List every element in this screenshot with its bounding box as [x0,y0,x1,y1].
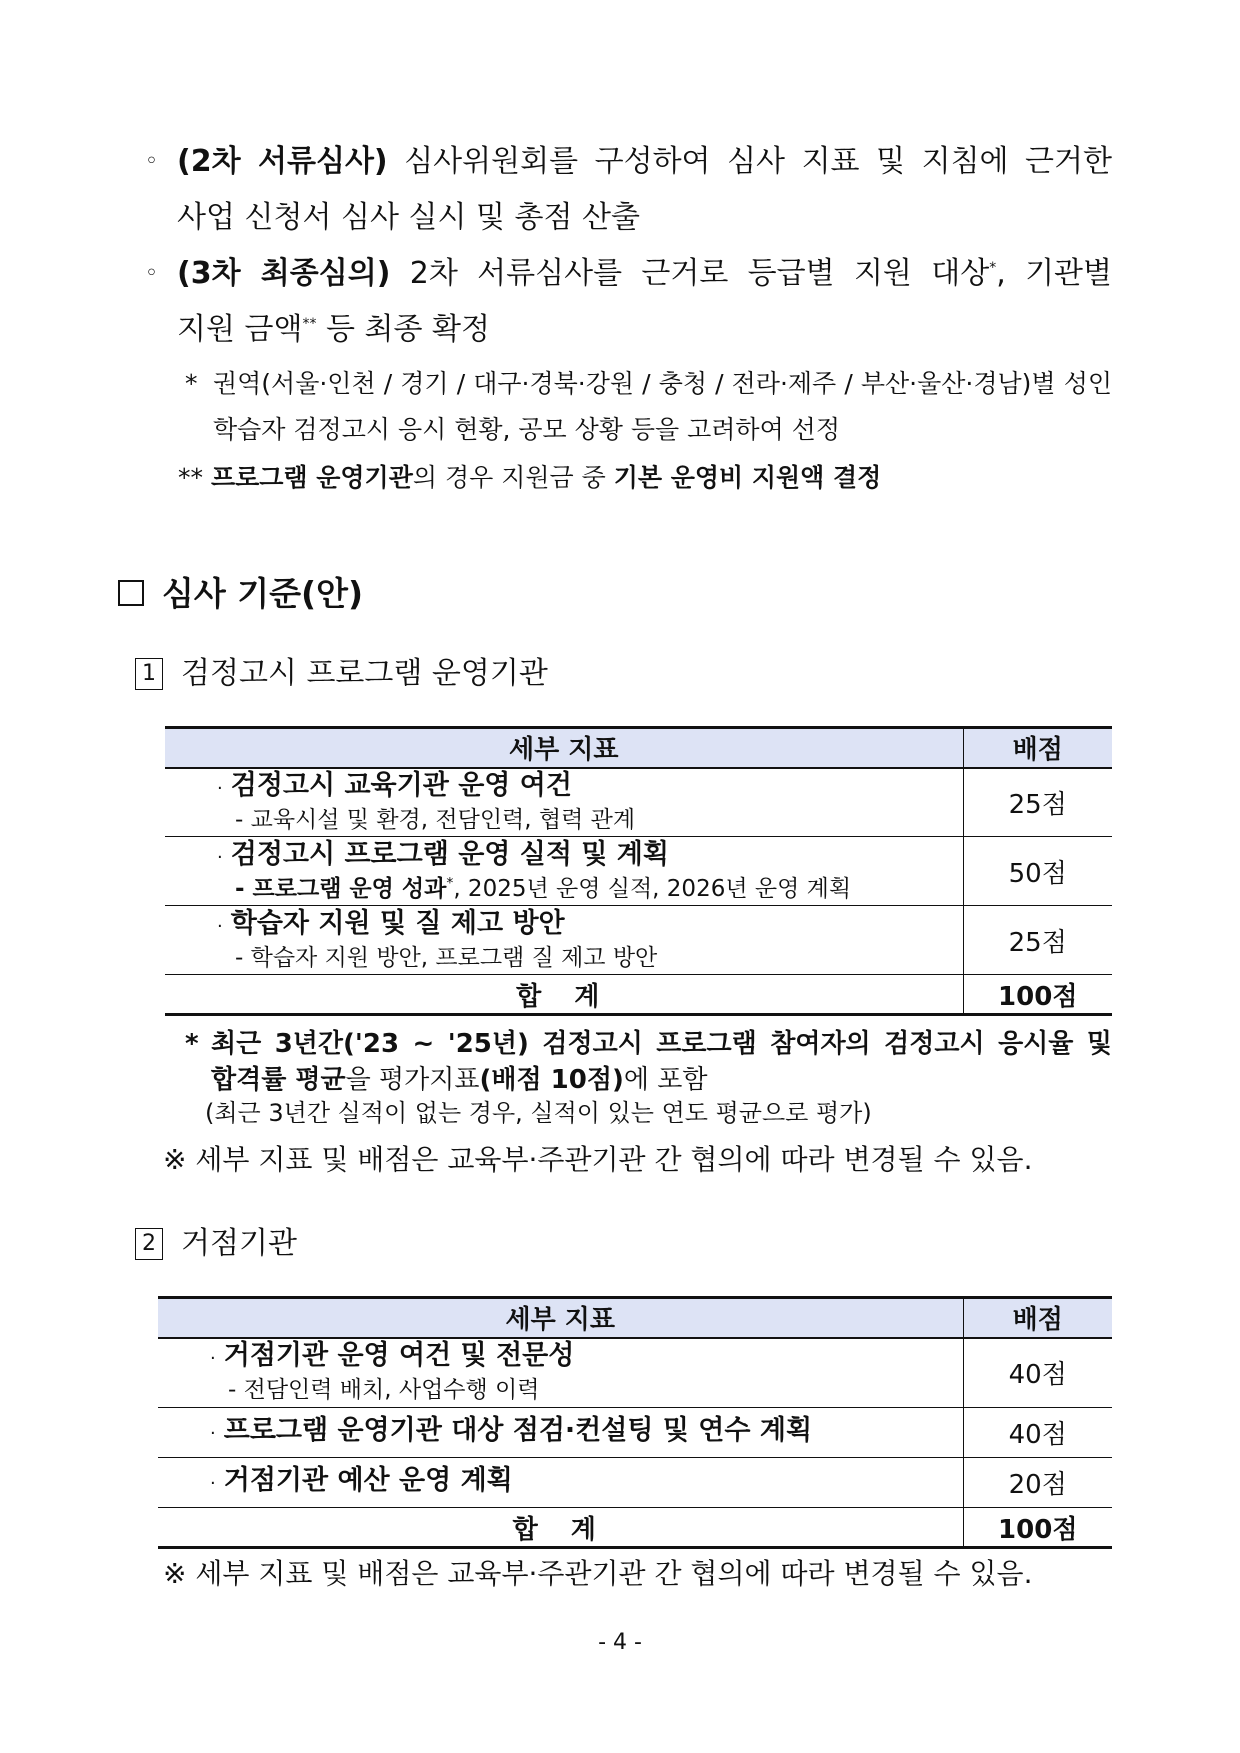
indicator-sub: - 교육시설 및 환경, 전담인력, 협력 관계 [235,806,636,833]
note-tail: 에 포함 [623,1065,708,1095]
table1-title [135,654,548,694]
indicator-cell [158,1458,963,1508]
step2-line2: 사업 신청서 심사 실시 및 총점 산출 [177,200,640,235]
total-label: 합 계 [158,1508,963,1548]
criteria-table-2 [158,1296,1112,1549]
indicator-main-text: 검정고시 교육기관 운영 여건 [230,769,572,801]
note-bold1: 합격률 평균 [211,1065,346,1095]
table-row [158,1408,1112,1458]
table-row [158,1458,1112,1508]
table-total-row [165,975,1112,1015]
step2-line1-text: 심사위원회를 구성하여 심사 지표 및 지침에 근거한 [387,144,1113,179]
table-row [165,837,1112,906]
score-cell: 40점 [963,1338,1112,1408]
indicator-main: · 거점기관 운영 여건 및 전문성 [210,1340,575,1372]
section-title-text: 심사 기준(안) [162,574,364,613]
table-header-row [158,1298,1112,1338]
indicator-main: · 프로그램 운영기관 대상 점검·컨설팅 및 연수 계획 [210,1415,813,1446]
indicator-sub: - 학습자 지원 방안, 프로그램 질 제고 방안 [235,944,658,971]
table1-number-box: 1 [135,658,163,690]
step3-sup2: ** [302,316,317,332]
section-title [118,572,363,616]
table2-number-box: 2 [135,1228,163,1260]
note-bold2: (배점 10점) [479,1065,624,1095]
footnote2-bold1: 프로그램 운영기관 [210,463,413,492]
step3-line2 [177,310,490,350]
indicator-main: · 학습자 지원 및 질 제고 방안 [217,907,565,939]
table2-title [135,1224,297,1264]
indicator-main: · 검정고시 프로그램 운영 실적 및 계획 [217,838,669,870]
header-indicator: 세부 지표 [165,728,963,768]
total-score: 100점 [963,1508,1112,1548]
table1-remark: ※ 세부 지표 및 배점은 교육부·주관기관 간 협의에 따라 변경될 수 있음. [163,1143,1033,1176]
step2-line1 [177,142,1112,182]
step2-label: (2차 서류심사) [177,144,388,179]
footnote2 [178,461,881,495]
header-score: 배점 [963,1298,1112,1338]
square-box-icon [118,580,144,606]
indicator-main-text: 거점기관 예산 운영 계획 [223,1465,513,1496]
indicator-sub: - 전담인력 배치, 사업수행 이력 [228,1377,540,1404]
indicator-main-text: 프로그램 운영기관 대상 점검·컨설팅 및 연수 계획 [223,1415,813,1446]
footnote2-mid: 의 경우 지원금 중 [412,463,614,492]
header-score: 배점 [963,728,1112,768]
footnote1-line2: 학습자 검정고시 응시 현황, 공모 상황 등을 고려하여 선정 [213,415,840,444]
step3-line2-a: 지원 금액 [177,312,303,347]
table1-title-text: 검정고시 프로그램 운영기관 [181,656,548,691]
step3-line2-b: 등 최종 확정 [316,312,490,347]
step3-label: (3차 최종심의) [177,256,391,291]
table-total-row [158,1508,1112,1548]
footnote2-mark: ** [178,463,203,492]
indicator-sub [165,874,963,904]
step3-sup1: * [989,260,997,276]
footnote2-bold2: 기본 운영비 지원액 결정 [613,463,882,492]
table-row [165,768,1112,837]
indicator-main-text: 학습자 지원 및 질 제고 방안 [230,907,565,939]
table1-note-line3: (최근 3년간 실적이 없는 경우, 실적이 있는 연도 평균으로 평가) [205,1099,872,1127]
table1-note-line2 [211,1063,707,1097]
page-number: - 4 - [598,1630,642,1655]
indicator-sub-bold: - 프로그램 운영 성과 [235,875,447,902]
score-cell: 40점 [963,1408,1112,1458]
table2-remark: ※ 세부 지표 및 배점은 교육부·주관기관 간 협의에 따라 변경될 수 있음. [163,1557,1033,1590]
bullet-step2: ◦ [145,149,158,174]
criteria-table-1 [165,726,1112,1016]
indicator-cell [165,768,963,837]
step3-line1-tail: , 기관별 [996,256,1113,291]
score-cell: 20점 [963,1458,1112,1508]
indicator-sub-rest: , 2025년 운영 실적, 2026년 운영 계획 [453,875,852,902]
step3-line1-text: 2차 서류심사를 근거로 등급별 지원 대상 [390,256,990,291]
indicator-cell [158,1408,963,1458]
table1-note-line1: 최근 3년간('23 ~ '25년) 검정고시 프로그램 참여자의 검정고시 응시율 및 [211,1029,1112,1059]
footnote1-line1: 권역(서울·인천 / 경기 / 대구·경북·강원 / 충청 / 전라·제주 / 부산·울산·경남)별 성인 [213,369,1112,398]
table-row [165,906,1112,975]
total-score: 100점 [963,975,1112,1015]
score-cell: 50점 [963,837,1112,906]
footnote1-mark: * [185,369,198,398]
indicator-cell [165,906,963,975]
indicator-main: · 검정고시 교육기관 운영 여건 [217,769,572,801]
table-row [158,1338,1112,1408]
header-indicator: 세부 지표 [158,1298,963,1338]
indicator-cell [165,837,963,906]
table1-note-mark: * [185,1029,199,1059]
bullet-step3: ◦ [145,261,158,286]
indicator-main-text: 거점기관 운영 여건 및 전문성 [223,1340,575,1372]
step3-line1 [177,254,1112,294]
note-mid: 을 평가지표 [345,1065,480,1095]
indicator-sub-sup: * [446,874,454,891]
indicator-main-text: 검정고시 프로그램 운영 실적 및 계획 [230,838,669,870]
score-cell: 25점 [963,768,1112,837]
score-cell: 25점 [963,906,1112,975]
total-label: 합 계 [165,975,963,1015]
indicator-cell [158,1338,963,1408]
table2-title-text: 거점기관 [181,1226,297,1261]
indicator-main: · 거점기관 예산 운영 계획 [210,1465,513,1496]
table-header-row [165,728,1112,768]
